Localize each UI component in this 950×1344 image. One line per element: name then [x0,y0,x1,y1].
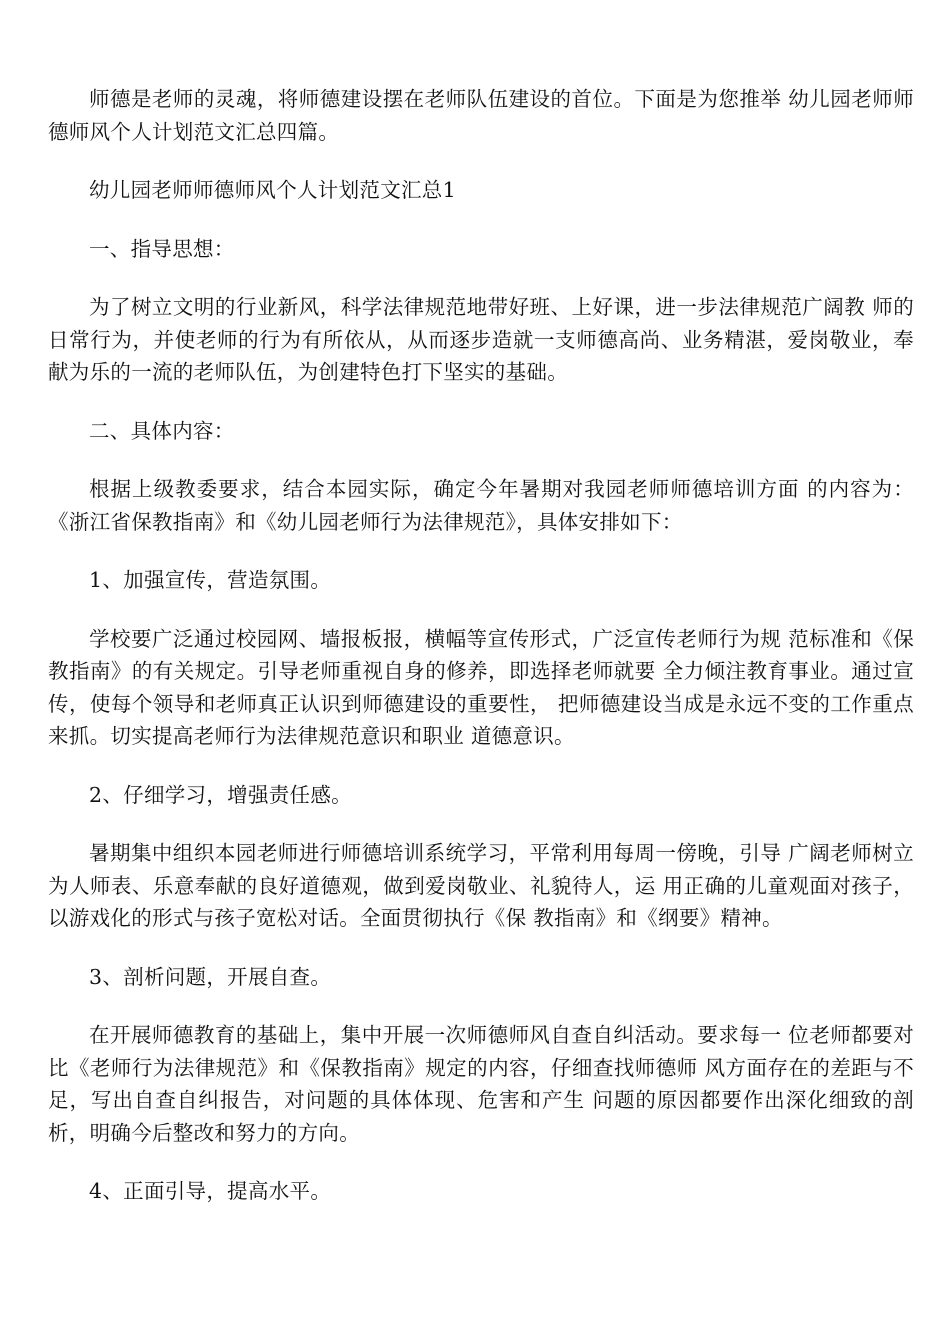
item-paragraph-2: 暑期集中组织本园老师进行师德培训系统学习，平常利用每周一傍晚，引导 广阔老师树立为人师表、乐意奉献的良好道德观，做到爱岗敬业、礼貌待人，运 用正确的儿童观面对孩子，以游戏化的形式与孩子宽松对话。全面贯彻执行《保 教指南》和《纲要》精神。 [48,841,914,930]
article-title: 幼儿园老师师德师风个人计划范文汇总1 [89,178,456,202]
item-heading-1: 1、加强宣传，营造氛围。 [89,568,332,592]
document-body [48,83,914,1234]
section-heading-specific-content: 二、具体内容： [89,418,235,443]
section-heading-guiding-ideology: 一、指导思想： [89,236,235,261]
intro-paragraph: 师德是老师的灵魂，将师德建设摆在老师队伍建设的首位。下面是为您推举 幼儿园老师师德师风个人计划范文汇总四篇。 [48,87,914,144]
item-heading-3: 3、剖析问题，开展自查。 [89,964,332,989]
item-heading-2: 2、仔细学习，增强责任感。 [89,782,352,807]
item-paragraph-1: 学校要广泛通过校园网、墙报板报，横幅等宣传形式，广泛宣传老师行为规 范标准和《保教指南》的有关规定。引导老师重视自身的修养，即选择老师就要 全力倾注教育事业。通过宣传，使每个领导和老师真正认识到师德建设的重要性， 把师德建设当成是永远不变的工作重点来抓。切实提高老师行为法律规范意识和职业 道德意识。 [48,626,914,748]
item-paragraph-3: 在开展师德教育的基础上，集中开展一次师德师风自查自纠活动。要求每一 位老师都要对比《老师行为法律规范》和《保教指南》规定的内容，仔细查找师德师 风方面存在的差距与不足，写出自查自纠报告，对问题的具体体现、危害和产生 问题的原因都要作出深化细致的剖析，明确今后整改和努力的方向。 [48,1023,914,1145]
guiding-ideology-paragraph: 为了树立文明的行业新风，科学法律规范地带好班、上好课，进一步法律规范广阔教 师的日常行为，并使老师的行为有所依从，从而逐步造就一支师德高尚、业务精湛，爱岗敬业，奉献为乐的一流的老师队伍，为创建特色打下坚实的基础。 [48,295,914,384]
item-heading-4: 4、正面引导，提高水平。 [89,1179,332,1203]
specific-content-paragraph: 根据上级教委要求，结合本园实际，确定今年暑期对我园老师师德培训方面 的内容为：《浙江省保教指南》和《幼儿园老师行为法律规范》，具体安排如下： [48,477,914,534]
